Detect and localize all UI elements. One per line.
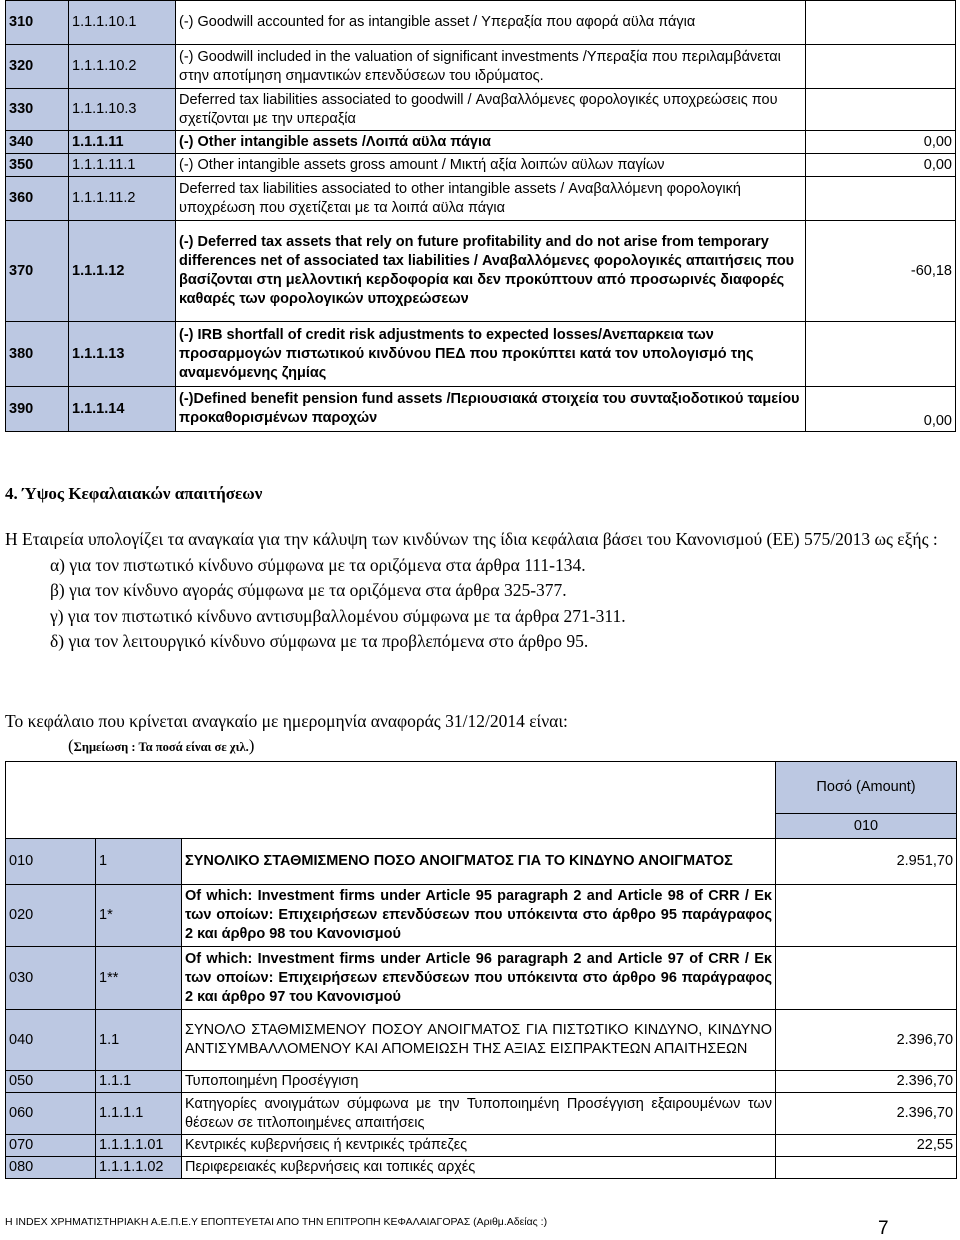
table-row — [6, 154, 956, 177]
row-value — [776, 1157, 957, 1179]
row-label: Deferred tax liabilities associated to goodwill / Αναβαλλόμενες φορολογικές υποχρεώσεις που σχετίζονται με την υπεραξία — [176, 89, 806, 131]
row-code: 010 — [6, 839, 96, 885]
row-label: (-) IRB shortfall of credit risk adjustments to expected losses/Ανεπαρκεια των προσαρμογών πιστωτικού κινδύνου ΠΕΔ που προκύπτει κατά τον υπολογισμό της αναμενόμενης ζημίας — [176, 322, 806, 387]
row-label: Of which: Investment firms under Article 96 paragraph 2 and Article 97 of CRR / Εκ των οποίων: Επιχειρήσεων επενδύσεων που υπόκειντα στο άρθρο 96 παράγραφος 2 και άρθρο 97 του Κανονισμού — [182, 947, 776, 1010]
row-value: 2.396,70 — [776, 1071, 957, 1093]
row-code: 360 — [6, 177, 69, 221]
row-value — [806, 89, 956, 131]
row-code: 310 — [6, 1, 69, 45]
row-code: 030 — [6, 947, 96, 1010]
amounts-note — [68, 736, 254, 756]
table-row — [6, 885, 957, 947]
row-code: 060 — [6, 1093, 96, 1135]
row-value — [776, 947, 957, 1010]
row-value — [776, 885, 957, 947]
row-value: 0,00 — [806, 131, 956, 154]
row-ref: 1.1.1.11.2 — [69, 177, 176, 221]
row-value: 2.396,70 — [776, 1093, 957, 1135]
table-row — [6, 131, 956, 154]
row-label: (-)Defined benefit pension fund assets /Περιουσιακά στοιχεία του συνταξιοδοτικού ταμείου προκαθορισμένων παροχών — [176, 387, 806, 432]
row-value — [806, 45, 956, 89]
row-code: 040 — [6, 1010, 96, 1071]
row-label: (-) Deferred tax assets that rely on future profitability and do not arise from temporary differences net of associated tax liabilities / Αναβαλλόμενες φορολογικές απαιτήσεις που βασίζονται στη μελλοντική κερδοφορία και δεν προκύπτουν από προσωρινές διαφορές καθαρές των φορολογικών υποχρεώσεων — [176, 221, 806, 322]
table-row — [6, 1071, 957, 1093]
table-row — [6, 89, 956, 131]
section-title: 4. Ύψος Κεφαλαιακών απαιτήσεων — [5, 484, 263, 503]
page-number: 7 — [878, 1218, 889, 1239]
row-ref: 1.1.1.12 — [69, 221, 176, 322]
row-ref: 1.1 — [96, 1010, 182, 1071]
row-ref: 1** — [96, 947, 182, 1010]
row-label: Of which: Investment firms under Article 95 paragraph 2 and Article 98 of CRR / Εκ των οποίων: Επιχειρήσεων επενδύσεων που υπόκειντα στο άρθρο 95 παράγραφος 2 και άρθρο 98 του Κανονισμού — [182, 885, 776, 947]
note-close: ) — [248, 736, 255, 755]
row-label: (-) Other intangible assets /Λοιπά αϋλα πάγια — [176, 131, 806, 154]
row-ref: 1.1.1.14 — [69, 387, 176, 432]
amount-header: Ποσό (Amount) — [776, 762, 957, 814]
table-row — [6, 1093, 957, 1135]
table-row — [6, 947, 957, 1010]
row-ref: 1.1.1.1 — [96, 1093, 182, 1135]
table-row — [6, 839, 957, 885]
table-row — [6, 1, 956, 45]
row-ref: 1.1.1.10.1 — [69, 1, 176, 45]
table-row — [6, 1157, 957, 1179]
row-value — [806, 1, 956, 45]
row-value: 0,00 — [806, 154, 956, 177]
section-paragraph — [5, 527, 950, 655]
row-code: 370 — [6, 221, 69, 322]
row-value: 0,00 — [806, 387, 956, 432]
list-item: α) για τον πιστωτικό κίνδυνο σύμφωνα με τα οριζόμενα στα άρθρα 111-134. — [50, 554, 586, 575]
row-value: 2.396,70 — [776, 1010, 957, 1071]
table-row — [6, 322, 956, 387]
row-label: ΣΥΝΟΛΟ ΣΤΑΘΜΙΣΜΕΝΟΥ ΠΟΣΟΥ ΑΝΟΙΓΜΑΤΟΣ ΓΙΑ ΠΙΣΤΩΤΙΚΟ ΚΙΝΔΥΝΟ, ΚΙΝΔΥΝΟ ΑΝΤΙΣΥΜΒΑΛΛΟΜΕΝΟΥ ΚΑΙ ΑΠΟΜΕΙΩΣΗ ΤΗΣ ΑΞΙΑΣ ΕΙΣΠΡΑΚΤΕΩΝ ΑΠΑΙΤΗΣΕΩΝ — [182, 1010, 776, 1071]
capital-requirements-table — [5, 761, 957, 1179]
capital-text: Το κεφάλαιο που κρίνεται αναγκαίο με ημερομηνία αναφοράς 31/12/2014 είναι: — [5, 711, 568, 731]
row-value: -60,18 — [806, 221, 956, 322]
row-code: 350 — [6, 154, 69, 177]
own-funds-table — [5, 0, 956, 432]
row-ref: 1 — [96, 839, 182, 885]
header-blank — [6, 762, 776, 839]
row-code: 080 — [6, 1157, 96, 1179]
row-label: Τυποποιημένη Προσέγγιση — [182, 1071, 776, 1093]
row-code: 330 — [6, 89, 69, 131]
row-label: (-) Goodwill accounted for as intangible asset / Υπεραξία που αφορά αϋλα πάγια — [176, 1, 806, 45]
row-code: 320 — [6, 45, 69, 89]
row-label: Κεντρικές κυβερνήσεις ή κεντρικές τράπεζες — [182, 1135, 776, 1157]
row-code: 020 — [6, 885, 96, 947]
table-row — [6, 1135, 957, 1157]
row-ref: 1.1.1.10.3 — [69, 89, 176, 131]
row-value: 22,55 — [776, 1135, 957, 1157]
row-ref: 1.1.1.13 — [69, 322, 176, 387]
note-text: Σημείωση : Τα ποσά είναι σε χιλ. — [73, 740, 249, 754]
row-value — [806, 177, 956, 221]
row-value: 2.951,70 — [776, 839, 957, 885]
row-ref: 1.1.1 — [96, 1071, 182, 1093]
table-row — [6, 45, 956, 89]
row-code: 380 — [6, 322, 69, 387]
row-label: (-) Other intangible assets gross amount / Μικτή αξία λοιπών αϋλων παγίων — [176, 154, 806, 177]
row-label: Deferred tax liabilities associated to other intangible assets / Αναβαλλόμενη φορολογική υποχρέωση που σχετίζεται με τα λοιπά αϋλα πάγια — [176, 177, 806, 221]
list-item: γ) για τον πιστωτικό κίνδυνο αντισυμβαλλομένου σύμφωνα με τα άρθρα 271-311. — [50, 605, 626, 626]
list-item: β) για τον κίνδυνο αγοράς σύμφωνα με τα οριζόμενα στα άρθρα 325-377. — [50, 580, 567, 600]
row-code: 050 — [6, 1071, 96, 1093]
row-label: (-) Goodwill included in the valuation of significant investments /Υπεραξία που περιλαμβάνεται στην αποτίμηση σημαντικών επενδύσεων του ιδρύματος. — [176, 45, 806, 89]
list-item: δ) για τον λειτουργικό κίνδυνο σύμφωνα με τα προβλεπόμενα στο άρθρο 95. — [50, 631, 589, 651]
section-intro: Η Εταιρεία υπολογίζει τα αναγκαία για την κάλυψη των κινδύνων της ίδια κεφάλαια βάσει του Κανονισμού (ΕΕ) 575/2013 ως εξής : — [5, 529, 938, 549]
row-ref: 1.1.1.11 — [69, 131, 176, 154]
row-label: Κατηγορίες ανοιγμάτων σύμφωνα με την Τυποποιημένη Προσέγγιση εξαιρουμένων των θέσεων σε τιτλοποιημένες απαιτήσεις — [182, 1093, 776, 1135]
column-code: 010 — [776, 814, 957, 839]
footer-text: Η INDEX ΧΡΗΜΑΤΙΣΤΗΡΙΑΚΗ Α.Ε.Π.Ε.Υ ΕΠΟΠΤΕΥΕΤΑΙ ΑΠΟ ΤΗΝ ΕΠΙΤΡΟΠΗ ΚΕΦΑΛΑΙΑΓΟΡΑΣ (Αριθμ.Αδείας :) — [5, 1216, 548, 1228]
row-ref: 1.1.1.1.02 — [96, 1157, 182, 1179]
row-ref: 1.1.1.10.2 — [69, 45, 176, 89]
row-ref: 1.1.1.11.1 — [69, 154, 176, 177]
row-code: 070 — [6, 1135, 96, 1157]
row-label: Περιφερειακές κυβερνήσεις και τοπικές αρχές — [182, 1157, 776, 1179]
table-row — [6, 387, 956, 432]
table-row — [6, 221, 956, 322]
table-row — [6, 1010, 957, 1071]
header-row — [6, 762, 957, 814]
row-ref: 1.1.1.1.01 — [96, 1135, 182, 1157]
row-code: 340 — [6, 131, 69, 154]
row-value — [806, 322, 956, 387]
note-open: ( — [68, 736, 74, 755]
table-row — [6, 177, 956, 221]
row-ref: 1* — [96, 885, 182, 947]
row-code: 390 — [6, 387, 69, 432]
row-label: ΣΥΝΟΛΙΚΟ ΣΤΑΘΜΙΣΜΕΝΟ ΠΟΣΟ ΑΝΟΙΓΜΑΤΟΣ ΓΙΑ ΤΟ ΚΙΝΔΥΝΟ ΑΝΟΙΓΜΑΤΟΣ — [182, 839, 776, 885]
